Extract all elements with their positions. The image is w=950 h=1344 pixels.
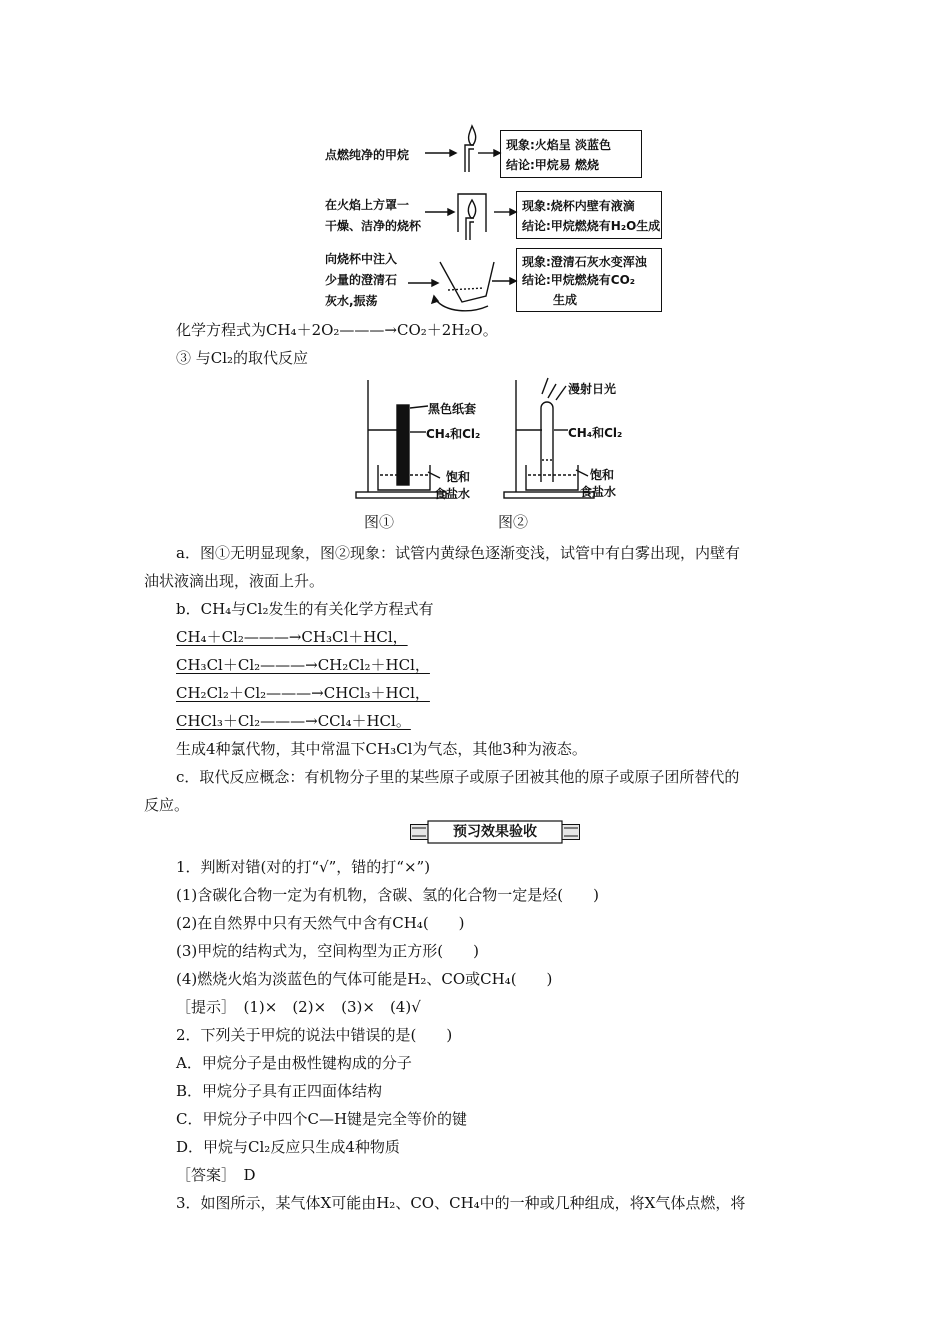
q2-option-c: C．甲烷分子中四个C—H键是完全等价的键 (176, 1110, 468, 1128)
para-c-line2: 反应。 (144, 796, 190, 814)
shaken-beaker-icon (440, 262, 494, 302)
flow-arrow-1b-head (494, 150, 500, 156)
light-arrow-3 (542, 378, 548, 394)
flow-result-1-phenomenon: 现象:火焰呈 淡蓝色 (506, 138, 611, 152)
equation-3: CH₂Cl₂＋Cl₂———→CHCl₃＋HCl， (176, 684, 430, 702)
flow-arrow-3b-head (510, 278, 516, 284)
fig2-solution-label-1: 饱和 (590, 468, 615, 482)
para-a-line2: 油状液滴出现，液面上升。 (144, 572, 325, 590)
fig1-solution-label-2: 食盐水 (434, 487, 471, 501)
q1-item-2: (2)在自然界中只有天然气中含有CH₄( ) (176, 914, 465, 932)
q1-stem: 1．判断对错(对的打“√”，错的打“×”) (176, 858, 431, 876)
q1-item-4: (4)燃烧火焰为淡蓝色的气体可能是H₂、CO或CH₄( ) (176, 970, 553, 988)
q2-option-a: A．甲烷分子是由极性键构成的分子 (176, 1054, 412, 1072)
fig1-gas-label: CH₄和Cl₂ (426, 427, 481, 441)
fig2-gas-label: CH₄和Cl₂ (568, 426, 623, 440)
flow-step-1: 点燃纯净的甲烷 (325, 148, 410, 162)
q1-hint: ［提示］ (1)× (2)× (3)× (4)√ (176, 998, 421, 1016)
section-banner (410, 820, 580, 844)
flow-result-3-phenomenon: 现象:澄清石灰水变浑浊 (522, 255, 647, 269)
fig2-light-label: 漫射日光 (568, 382, 617, 396)
flow-result-2-conclusion: 结论:甲烷燃烧有H₂O生成 (522, 219, 661, 233)
fig1-stand-base (356, 492, 446, 498)
flow-result-3-conclusion-cont: 生成 (553, 293, 578, 307)
equation-4: CHCl₃＋Cl₂———→CCl₄＋HCl。 (176, 712, 411, 730)
fig2-beaker (526, 465, 578, 490)
banner-title: 预习效果验收 (453, 824, 537, 840)
q1-item-1: (1)含碳化合物一定为有机物，含碳、氢的化合物一定是烃( ) (176, 886, 599, 904)
q2-stem: 2．下列关于甲烷的说法中错误的是( ) (176, 1026, 453, 1044)
fig1-sleeve-label: 黑色纸套 (428, 402, 477, 416)
equation-2: CH₃Cl＋Cl₂———→CH₂Cl₂＋HCl， (176, 656, 430, 674)
flow-result-2-phenomenon: 现象:烧杯内壁有液滴 (522, 199, 635, 213)
flow-step-3-line3: 灰水,振荡 (325, 294, 378, 308)
flow-step-3-line1: 向烧杯中注入 (325, 252, 398, 266)
fig2-solution-label-2: 食盐水 (580, 485, 617, 499)
flame-1-icon (469, 126, 476, 145)
flow-step-2-line2: 干燥、洁净的烧杯 (325, 219, 422, 233)
light-arrow-2 (556, 386, 566, 400)
flow-step-3-line2: 少量的澄清石 (325, 273, 398, 287)
para-b-title: b．CH₄与Cl₂发生的有关化学方程式有 (176, 600, 434, 618)
combustion-equation-line: 化学方程式为CH₄＋2O₂———→CO₂＋2H₂O。 (176, 321, 498, 339)
q3-stem: 3．如图所示，某气体X可能由H₂、CO、CH₄中的一种或几种组成，将X气体点燃，将 (176, 1194, 746, 1212)
para-c-line1: c．取代反应概念：有机物分子里的某些原子或原子团被其他的原子或原子团所替代的 (176, 768, 740, 786)
flow-drawings (0, 0, 950, 330)
fig1-solution-label-1: 饱和 (446, 470, 471, 484)
q1-item-3: (3)甲烷的结构式为，空间构型为正方形( ) (176, 942, 479, 960)
equation-1: CH₄＋Cl₂———→CH₃Cl＋HCl， (176, 628, 408, 646)
section3-title: ③ 与Cl₂的取代反应 (176, 349, 309, 367)
flow-result-3-conclusion: 结论:甲烷燃烧有CO₂ (522, 273, 636, 287)
fig1-black-sleeve (397, 405, 409, 485)
flow-arrow-2b-head (510, 209, 516, 215)
fig2-caption: 图② (498, 513, 529, 531)
q2-option-b: B．甲烷分子具有正四面体结构 (176, 1082, 383, 1100)
flow-arrow-2a-head (448, 209, 454, 215)
flow-result-1-conclusion: 结论:甲烷易 燃烧 (506, 158, 599, 172)
fig1-caption: 图① (364, 513, 395, 531)
fig2-test-tube (541, 402, 553, 482)
flow-arrow-3a-head (432, 280, 438, 286)
q2-option-d: D．甲烷与Cl₂反应只生成4种物质 (176, 1138, 400, 1156)
para-a-line1: a．图①无明显现象，图②现象：试管内黄绿色逐渐变浅，试管中有白雾出现，内壁有 (176, 544, 740, 562)
flow-arrow-1a-head (450, 150, 456, 156)
light-arrow-1 (548, 384, 556, 398)
flow-step-2-line1: 在火焰上方罩一 (325, 198, 410, 212)
flame-2-icon (468, 200, 475, 218)
q2-answer: ［答案］ D (176, 1166, 256, 1184)
para-chloro: 生成4种氯代物，其中常温下CH₃Cl为气态，其他3种为液态。 (176, 740, 587, 758)
